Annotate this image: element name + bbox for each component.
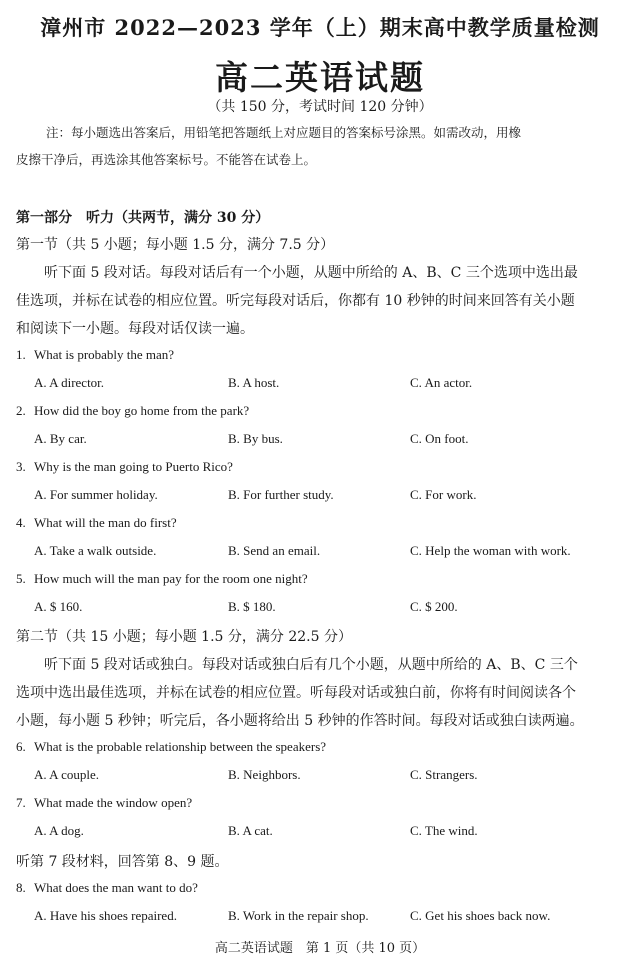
question-number: 5. — [16, 571, 26, 586]
material-note: 听第 7 段材料，回答第 8、9 题。 — [16, 854, 229, 870]
question-number: 2. — [16, 403, 26, 418]
option-a[interactable]: A. A director. — [34, 375, 105, 390]
section1-instruction-2: 佳选项，并标在试卷的相应位置。听完每段对话后，你都有 10 秒钟的时间来回答有关小题 — [16, 293, 575, 309]
question-text: Why is the man going to Puerto Rico? — [34, 459, 233, 474]
option-c[interactable]: C. Help the woman with work. — [410, 543, 571, 558]
section2-instruction-2: 选项中选出最佳选项，并标在试卷的相应位置。听每段对话或独白前，你将有时间阅读各个 — [16, 685, 576, 701]
question-text: What is the probable relationship between the speakers? — [34, 739, 327, 754]
option-a[interactable]: A. For summer holiday. — [34, 487, 158, 502]
question-7 — [16, 795, 640, 811]
option-c[interactable]: C. The wind. — [410, 823, 478, 838]
option-b[interactable]: B. For further study. — [228, 487, 334, 502]
question-text: How did the boy go home from the park? — [34, 403, 250, 418]
option-a[interactable]: A. Have his shoes repaired. — [34, 908, 177, 923]
option-c[interactable]: C. An actor. — [410, 375, 473, 390]
option-c[interactable]: C. On foot. — [410, 431, 469, 446]
question-text: What made the window open? — [34, 795, 193, 810]
question-2 — [16, 403, 640, 419]
option-b[interactable]: B. A cat. — [228, 823, 273, 838]
question-1 — [16, 347, 640, 363]
question-number: 6. — [16, 739, 26, 754]
question-number: 1. — [16, 347, 26, 362]
option-c[interactable]: C. Strangers. — [410, 767, 478, 782]
question-text: What is probably the man? — [34, 347, 175, 362]
question-text: How much will the man pay for the room one night? — [34, 571, 308, 586]
option-c[interactable]: C. For work. — [410, 487, 477, 502]
section2-heading: 第二节（共 15 小题；每小题 1.5 分，满分 22.5 分） — [16, 629, 352, 645]
option-a[interactable]: A. A dog. — [34, 823, 84, 838]
section1-instruction-3: 和阅读下一小题。每段对话仅读一遍。 — [16, 321, 254, 337]
option-a[interactable]: A. Take a walk outside. — [34, 543, 157, 558]
section1-instruction-1: 听下面 5 段对话。每段对话后有一个小题，从题中所给的 A、B、C 三个选项中选出最 — [44, 265, 578, 281]
option-b[interactable]: B. Work in the repair shop. — [228, 908, 369, 923]
school-title: 漳州市 2022—2023 学年（上）期末高中教学质量检测 — [40, 15, 600, 40]
option-b[interactable]: B. Send an email. — [228, 543, 321, 558]
option-a[interactable]: A. By car. — [34, 431, 87, 446]
section2-instruction-3: 小题，每小题 5 秒钟；听完后，各小题将给出 5 秒钟的作答时间。每段对话或独白读两遍。 — [16, 713, 584, 729]
option-c[interactable]: C. Get his shoes back now. — [410, 908, 551, 923]
section1-heading: 第一节（共 5 小题；每小题 1.5 分，满分 7.5 分） — [16, 237, 335, 253]
question-3 — [16, 459, 640, 475]
notice-line-1: 注：每小题选出答案后，用铅笔把答题纸上对应题目的答案标号涂黑。如需改动，用橡 — [46, 125, 522, 140]
option-c[interactable]: C. $ 200. — [410, 599, 458, 614]
section2-instruction-1: 听下面 5 段对话或独白。每段对话或独白后有几个小题，从题中所给的 A、B、C 三个 — [44, 657, 578, 673]
question-text: What will the man do first? — [34, 515, 177, 530]
question-number: 3. — [16, 459, 26, 474]
page-footer: 高二英语试题 第 1 页（共 10 页） — [214, 941, 426, 956]
option-b[interactable]: B. A host. — [228, 375, 280, 390]
part1-heading: 第一部分 听力（共两节，满分 30 分） — [16, 210, 270, 226]
question-number: 8. — [16, 880, 26, 895]
option-b[interactable]: B. Neighbors. — [228, 767, 301, 782]
option-a[interactable]: A. $ 160. — [34, 599, 83, 614]
exam-title: 高二英语试题 — [215, 58, 425, 97]
option-a[interactable]: A. A couple. — [34, 767, 99, 782]
question-number: 7. — [16, 795, 26, 810]
question-5 — [16, 571, 640, 587]
question-number: 4. — [16, 515, 26, 530]
option-b[interactable]: B. $ 180. — [228, 599, 276, 614]
question-6 — [16, 739, 640, 755]
notice-line-2: 皮擦干净后，再选涂其他答案标号。不能答在试卷上。 — [16, 152, 317, 167]
question-text: What does the man want to do? — [34, 880, 198, 895]
question-4 — [16, 515, 640, 531]
option-b[interactable]: B. By bus. — [228, 431, 283, 446]
question-8 — [16, 880, 640, 896]
score-note: （共 150 分，考试时间 120 分钟） — [207, 99, 433, 115]
